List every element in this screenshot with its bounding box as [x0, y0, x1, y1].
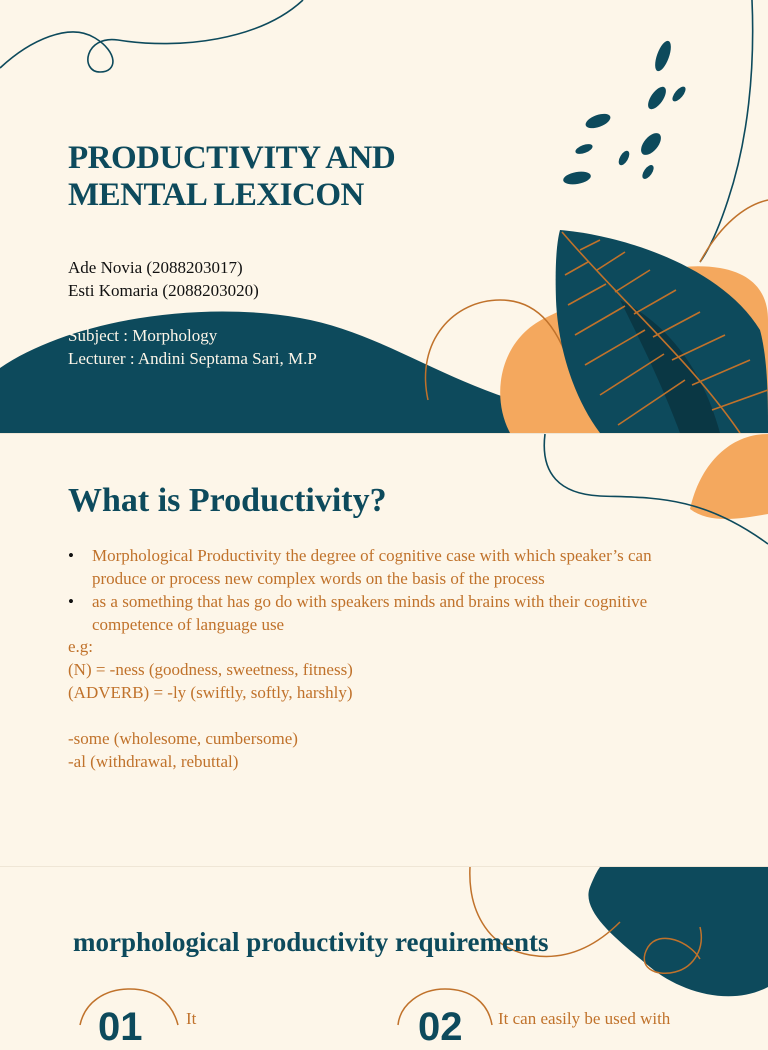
slide-title: [0, 0, 768, 433]
bullet-text: Morphological Productivity the degree of cognitive case with which speaker’s can produce or process new complex words on the basis of the process: [92, 546, 652, 588]
author-name: Ade Novia (2088203017): [68, 258, 243, 277]
course-info: [68, 324, 317, 370]
bullet-icon: •: [68, 592, 74, 611]
slide-requirements: [0, 866, 768, 1049]
bullet-text: as a something that has go do with speakers minds and brains with their cognitive competence of language use: [92, 592, 648, 634]
bullet-list: [68, 544, 708, 636]
example-line: e.g:: [68, 637, 94, 656]
bullet-item: [68, 544, 708, 590]
bullet-item: [68, 590, 708, 636]
section-heading: What is Productivity?: [68, 482, 387, 519]
example-line: -some (wholesome, cumbersome): [68, 729, 298, 748]
page-title: [68, 140, 395, 214]
author-name: Esti Komaria (2088203020): [68, 281, 259, 300]
example-line: -al (withdrawal, rebuttal): [68, 752, 239, 771]
subject-text: Subject : Morphology: [68, 326, 218, 345]
title-line: PRODUCTIVITY AND: [68, 140, 396, 176]
example-line: (N) = -ness (goodness, sweetness, fitness): [68, 660, 353, 679]
requirement-number: 01: [98, 1005, 143, 1049]
title-line: MENTAL LEXICON: [68, 177, 364, 213]
slide-productivity: [0, 433, 768, 867]
requirement-text: It can easily be used with: [498, 1009, 671, 1028]
author-list: [68, 256, 259, 302]
requirement-number: 02: [418, 1005, 463, 1049]
requirement-text: It: [186, 1009, 197, 1028]
example-list: [68, 635, 353, 773]
example-line: (ADVERB) = -ly (swiftly, softly, harshly): [68, 683, 353, 702]
section-heading: morphological productivity requirements: [73, 927, 549, 957]
leaf-illustration-icon: [556, 230, 768, 433]
bullet-icon: •: [68, 546, 74, 565]
falling-leaves-icon: [562, 39, 688, 186]
lecturer-text: Lecturer : Andini Septama Sari, M.P: [68, 349, 317, 368]
example-line: [68, 704, 353, 727]
